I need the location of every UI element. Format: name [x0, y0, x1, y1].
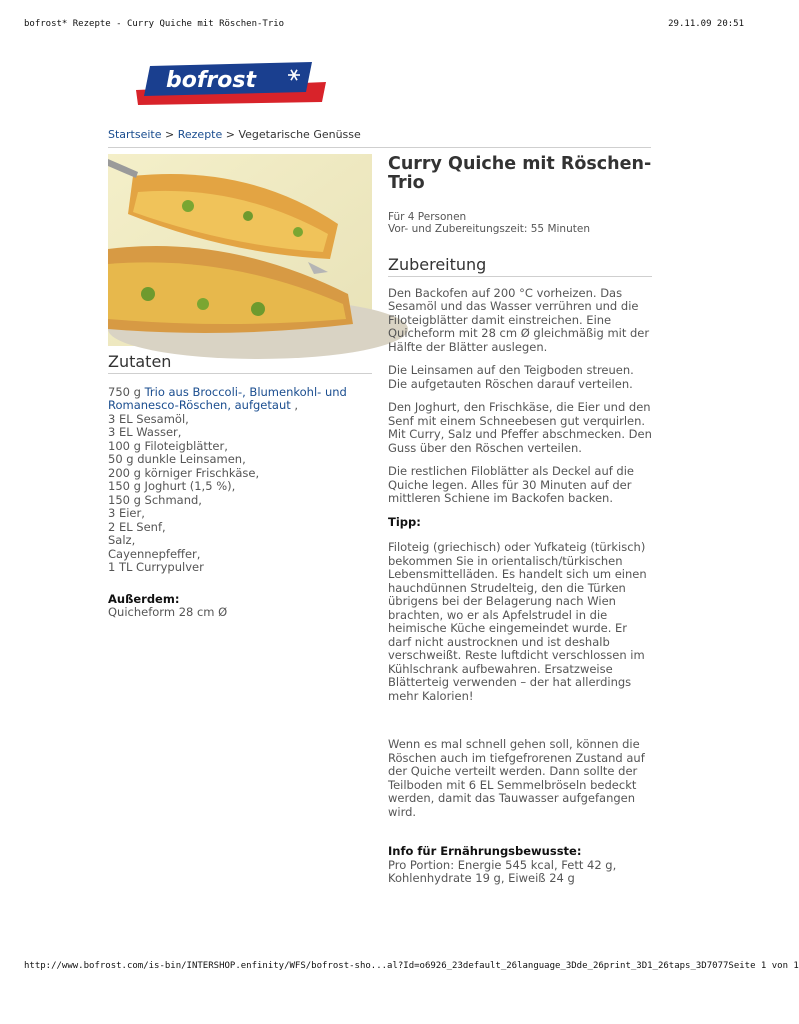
list-item: 3 EL Sesamöl, — [108, 411, 189, 426]
print-footer-url: http://www.bofrost.com/is-bin/INTERSHOP.enfinity/WFS/bofrost-sho...al?Id=o6926_23default_26language_3Dde_26print_3D1_26taps_3D7077 — [24, 961, 729, 971]
print-header-datetime: 29.11.09 20:51 — [668, 19, 744, 29]
nutrition-text: Pro Portion: Energie 545 kcal, Fett 42 g, Kohlenhydrate 19 g, Eiweiß 24 g — [388, 857, 617, 885]
recipe-photo — [108, 154, 372, 346]
ingredient-first — [108, 386, 372, 413]
recipe-main — [388, 155, 652, 886]
breadcrumb-separator: > — [225, 128, 235, 141]
print-footer — [24, 961, 799, 971]
logo-wordmark: bofrost — [166, 68, 257, 93]
breadcrumb-home-link[interactable]: Startseite — [108, 128, 162, 141]
preparation-step: Den Backofen auf 200 °C vorheizen. Das Sesamöl und das Wasser verrühren und die Filoteigblätter damit einstreichen. Eine Quicheform mit 28 cm Ø gleichmäßig mit der Hälfte der Blätter auslegen. — [388, 285, 650, 354]
photo-broccoli — [251, 302, 265, 316]
list-item: 50 g dunkle Leinsamen, — [108, 452, 246, 466]
preparation-heading: Zubereitung — [388, 258, 652, 277]
photo-broccoli — [197, 298, 209, 310]
list-item: 3 EL Wasser, — [108, 425, 182, 439]
recipe-meta — [388, 211, 652, 235]
photo-broccoli — [293, 227, 303, 237]
recipe-time: Vor- und Zubereitungszeit: 55 Minuten — [388, 223, 590, 235]
photo-broccoli — [182, 200, 194, 212]
breadcrumb-recipes-link[interactable]: Rezepte — [177, 128, 223, 141]
print-footer-page: Seite 1 von 1 — [728, 961, 799, 971]
ingredients-heading: Zutaten — [108, 355, 372, 374]
list-item: 150 g Joghurt (1,5 %), — [108, 479, 236, 493]
print-header-title: bofrost* Rezepte - Curry Quiche mit Röschen-Trio — [24, 19, 285, 29]
preparation-step: Die Leinsamen auf den Teigboden streuen. Die aufgetauten Röschen darauf verteilen. — [388, 363, 634, 391]
ingredient-product-link[interactable]: Trio aus Broccoli-, Blumenkohl- und Romanesco-Röschen, aufgetaut — [108, 384, 347, 412]
list-item: 1 TL Currypulver — [108, 560, 204, 574]
breadcrumb — [108, 128, 651, 148]
extra-text: Quicheform 28 cm Ø — [108, 605, 228, 619]
recipe-title: Curry Quiche mit Röschen-Trio — [388, 154, 652, 193]
ingredient-list — [108, 413, 372, 575]
preparation-step: Den Joghurt, den Frischkäse, die Eier und den Senf mit einem Schneebesen gut verquirlen. Mit Curry, Salz und Pfeffer abschmecken. Den Guss über den Röschen verteilen. — [388, 400, 652, 455]
ingredient-first-suffix: , — [294, 398, 299, 412]
photo-broccoli — [243, 211, 253, 221]
breadcrumb-current: Vegetarische Genüsse — [238, 128, 361, 141]
tip-text: Filoteig (griechisch) oder Yufkateig (türkisch) bekommen Sie in orientalisch/türkischen Lebensmittelläden. Es handelt sich um einen hauchdünnen Strudelteig, den die Türken übrigens bei der Belagerung nach Wien brachten, wo er als Apfelstrudel in die heimische Küche eingemeindet wurde. Er darf nicht austrocknen und ist deshalb verschweißt. Reste luftdicht verschlossen im Kühlschrank aufbewahren. Ersatzweise Blätterteig verwenden – der hat allerdings mehr Kalorien! — [388, 540, 647, 703]
preparation-step: Die restlichen Filoblätter als Deckel auf die Quiche legen. Alles für 30 Minuten auf der mittleren Schiene im Backofen backen. — [388, 464, 635, 505]
breadcrumb-separator: > — [165, 128, 175, 141]
list-item: 100 g Filoteigblätter, — [108, 438, 228, 453]
list-item: Salz, — [108, 533, 136, 547]
list-item: Cayennepfeffer, — [108, 546, 201, 561]
recipe-servings: Für 4 Personen — [388, 211, 467, 223]
list-item: 200 g körniger Frischkäse, — [108, 465, 260, 480]
list-item: 150 g Schmand, — [108, 492, 202, 507]
photo-broccoli — [141, 287, 155, 301]
print-header — [24, 19, 744, 29]
tip-text-2: Wenn es mal schnell gehen soll, können die Röschen auch im tiefgefrorenen Zustand auf der Quiche verteilt werden. Dann sollte der Teilboden mit 6 EL Semmelbröseln bedeckt werden, damit das Tauwasser aufgefangen wird. — [388, 737, 645, 819]
list-item: 3 Eier, — [108, 506, 145, 520]
tip-heading: Tipp: — [388, 514, 421, 529]
nutrition-heading: Info für Ernährungsbewusste: — [388, 844, 582, 858]
extra-heading: Außerdem: — [108, 591, 180, 606]
bofrost-logo[interactable] — [136, 60, 326, 105]
list-item: 2 EL Senf, — [108, 519, 166, 534]
ingredient-first-qty: 750 g — [108, 384, 141, 399]
ingredients-section — [108, 352, 372, 620]
